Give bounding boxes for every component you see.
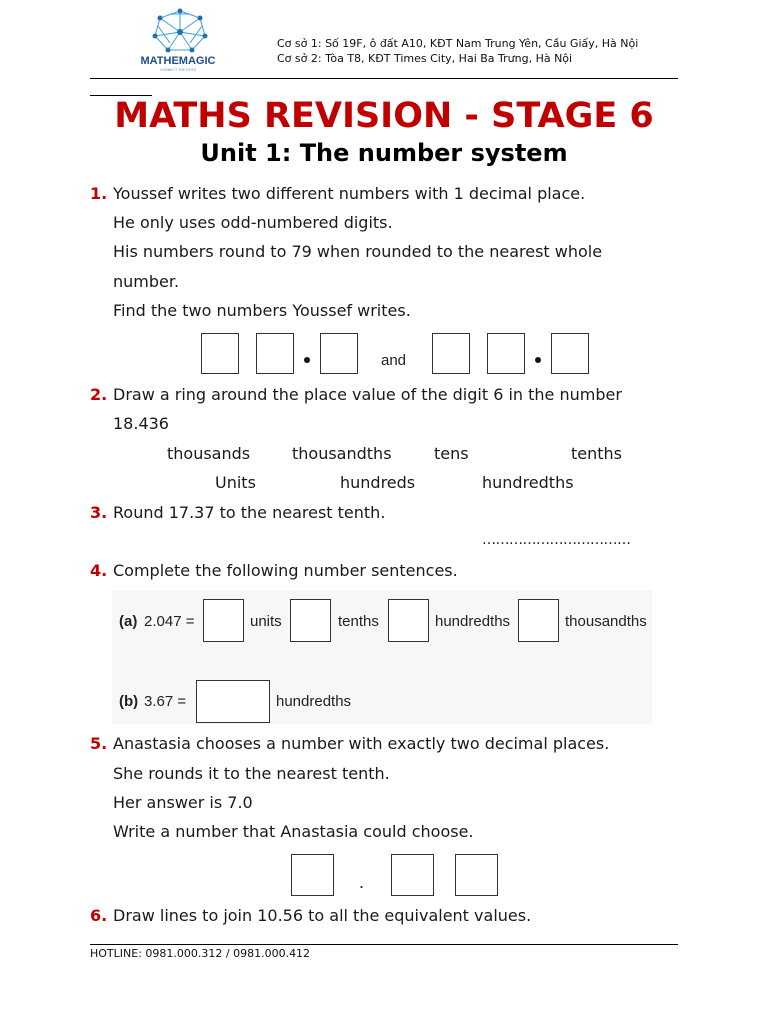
q6-text: Draw lines to join 10.56 to all the equivalent values. [113, 906, 532, 925]
header-divider [90, 78, 678, 79]
question-number-3: 3. [90, 503, 108, 522]
q1-answer-box[interactable] [201, 333, 239, 374]
q1-line: His numbers round to 79 when rounded to the nearest whole [113, 242, 603, 261]
q4a-label: (a) [119, 613, 138, 630]
footer-divider [90, 944, 678, 945]
q4a-answer-box[interactable] [388, 599, 429, 642]
q1-line: Find the two numbers Youssef writes. [113, 301, 411, 320]
q4a-unit: thousandths [565, 613, 647, 630]
q2-option[interactable]: thousandths [292, 444, 392, 463]
q1-line: Youssef writes two different numbers with 1 decimal place. [113, 184, 586, 203]
footer-hotline: HOTLINE: 0981.000.312 / 0981.000.412 [90, 947, 311, 960]
q4a-unit: tenths [338, 613, 379, 630]
q2-option[interactable]: tenths [571, 444, 623, 463]
logo [140, 8, 220, 74]
q4b-unit: hundredths [276, 693, 352, 710]
q4a-expression: 2.047 = [144, 613, 195, 630]
q1-and-label: and [381, 352, 407, 369]
q1-answer-box[interactable] [256, 333, 294, 374]
q4a-answer-box[interactable] [290, 599, 331, 642]
q4a-answer-box[interactable] [518, 599, 559, 642]
q5-line: Her answer is 7.0 [113, 793, 253, 812]
q2-line: Draw a ring around the place value of the digit 6 in the number [113, 385, 622, 404]
q4b-expression: 3.67 = [144, 693, 187, 710]
question-number-1: 1. [90, 184, 108, 203]
logo-text: MATHEMAGIC [140, 55, 216, 67]
q1-line: number. [113, 272, 180, 291]
q2-option[interactable]: hundreds [340, 473, 416, 492]
q1-answer-box[interactable] [551, 333, 589, 374]
q4b-label: (b) [119, 693, 139, 710]
q5-line: Anastasia chooses a number with exactly two decimal places. [113, 734, 610, 753]
q1-answer-box[interactable] [487, 333, 525, 374]
q2-line: 18.436 [113, 414, 169, 433]
q4b-answer-box[interactable] [196, 680, 270, 723]
q2-option[interactable]: tens [434, 444, 469, 463]
page-subtitle: Unit 1: The number system [200, 139, 568, 167]
q5-line: She rounds it to the nearest tenth. [113, 764, 390, 783]
q5-answer-box[interactable] [291, 854, 334, 896]
q5-decimal-point: . [359, 872, 365, 892]
q4a-unit: hundredths [435, 613, 511, 630]
q1-line: He only uses odd-numbered digits. [113, 213, 393, 232]
q4a-answer-box[interactable] [203, 599, 244, 642]
q5-answer-box[interactable] [455, 854, 498, 896]
logo-tagline: CONNECT THE DOTS [159, 68, 197, 72]
q2-option[interactable]: Units [215, 473, 256, 492]
q1-answer-box[interactable] [320, 333, 358, 374]
address-line-1: Cơ sở 1: Số 19F, ô đất A10, KĐT Nam Trung Yên, Cầu Giấy, Hà Nội [277, 37, 639, 50]
q1-decimal-point [304, 357, 310, 363]
q5-line: Write a number that Anastasia could choose. [113, 822, 474, 841]
question-number-5: 5. [90, 734, 108, 753]
q2-option[interactable]: hundredths [482, 473, 574, 492]
q3-answer-line[interactable]: …………………………… [482, 532, 631, 548]
q4-text: Complete the following number sentences. [113, 561, 458, 580]
q4-figure-panel [112, 590, 652, 724]
q1-answer-box[interactable] [432, 333, 470, 374]
q4a-unit: units [250, 613, 282, 630]
question-number-2: 2. [90, 385, 108, 404]
question-number-4: 4. [90, 561, 108, 580]
q5-answer-box[interactable] [391, 854, 434, 896]
address-line-2: Cơ sở 2: Tòa T8, KĐT Times City, Hai Ba Trưng, Hà Nội [277, 52, 573, 65]
q3-text: Round 17.37 to the nearest tenth. [113, 503, 386, 522]
logo-network-icon [150, 8, 210, 54]
page-title: MATHS REVISION - STAGE 6 [114, 96, 654, 136]
q2-option[interactable]: thousands [167, 444, 251, 463]
question-number-6: 6. [90, 906, 108, 925]
q1-decimal-point [535, 357, 541, 363]
